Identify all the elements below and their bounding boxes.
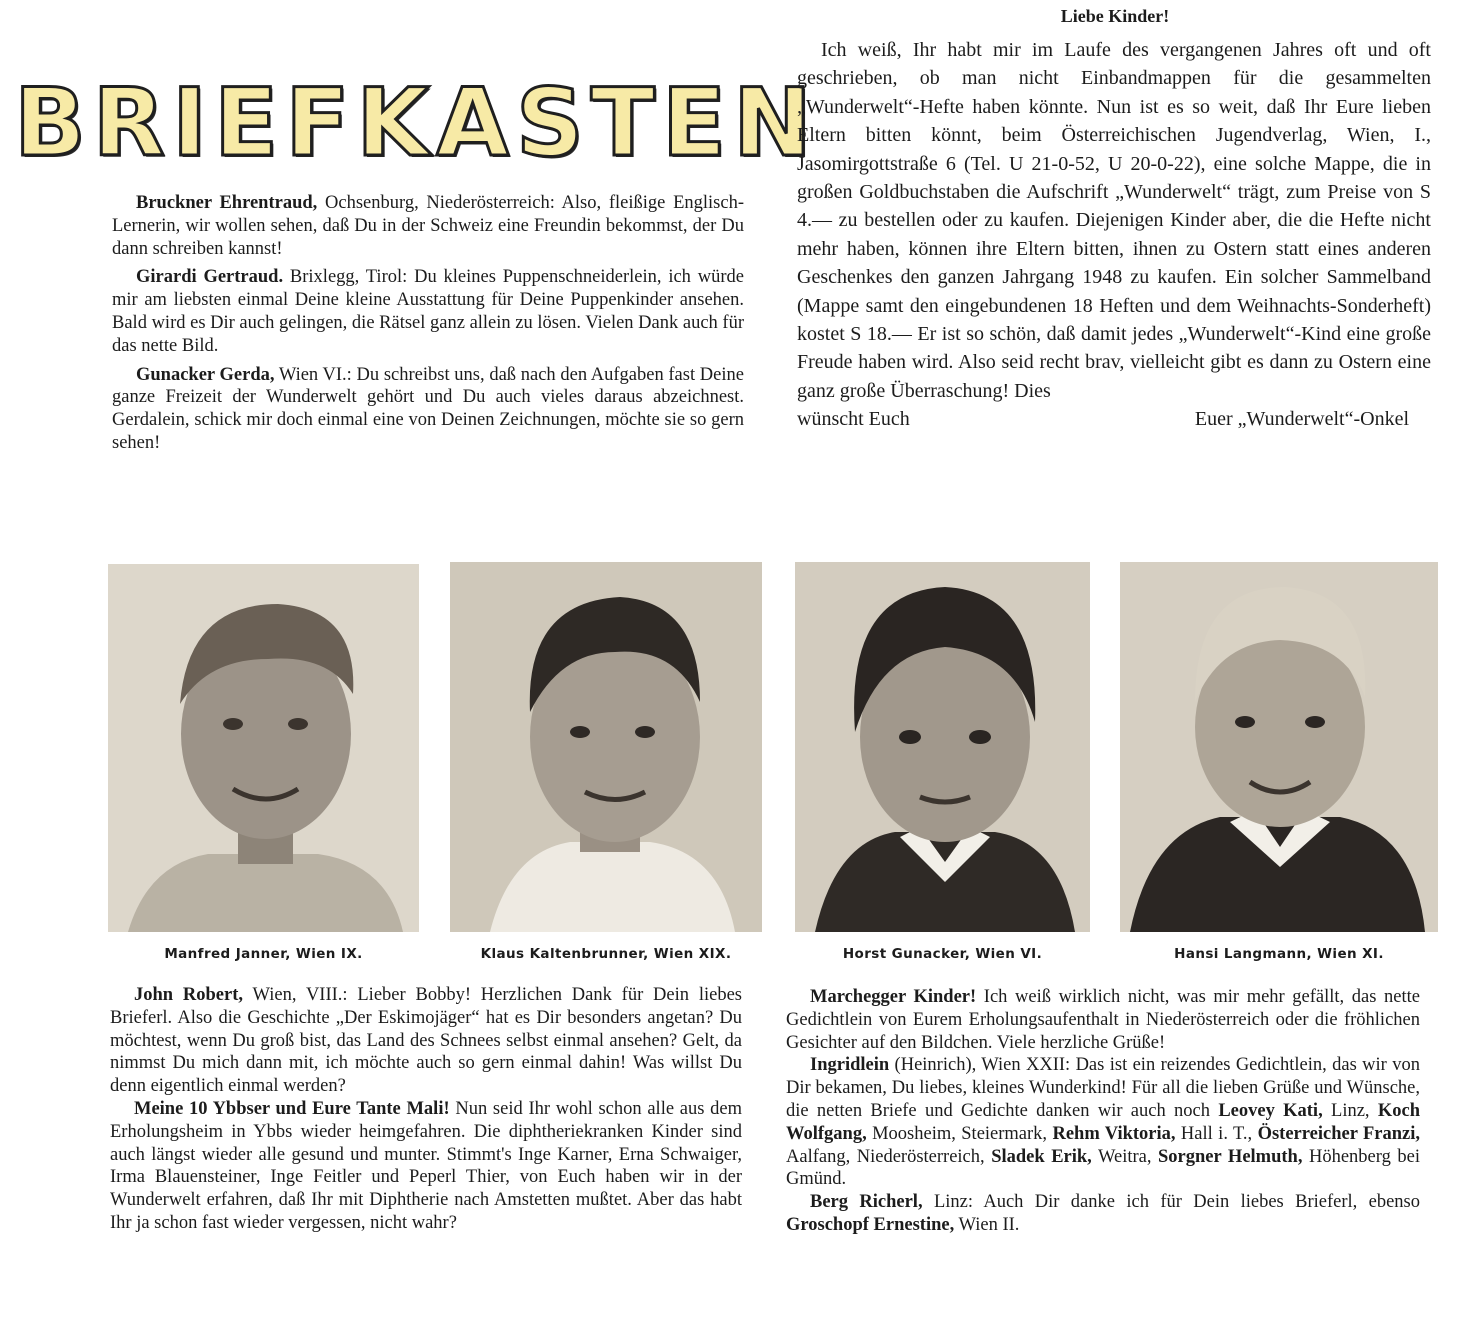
entry-name: Berg Richerl,: [810, 1192, 923, 1213]
entry-name: Bruckner Ehrentraud,: [136, 193, 318, 213]
entry-name: Sladek Erik,: [991, 1146, 1092, 1167]
entry-text: Moosheim, Steiermark,: [866, 1123, 1053, 1144]
entry-text: Brixlegg, Tirol: Du kleines Puppenschneiderlein, ich würde mir am liebsten einmal Deine kleine Ausstattung für Deine Puppenkinder ansehen. Bald wird es Dir auch gelingen, die Rätsel ganz allein zu lösen. Vielen Dank auch für das nette Bild.: [112, 267, 744, 356]
letter-entry: [786, 1191, 1420, 1237]
child-photo: [795, 562, 1090, 932]
child-photo: [450, 562, 762, 932]
letters-column-top-left: [112, 192, 744, 461]
photo-caption: Horst Gunacker, Wien VI.: [842, 946, 1043, 962]
entry-name: Sorgner Helmuth,: [1158, 1146, 1303, 1167]
entry-name: Groschopf Ernestine,: [786, 1214, 955, 1235]
entry-text: Weitra,: [1091, 1146, 1159, 1167]
letters-column-bottom-left: [110, 984, 742, 1241]
entry-name: Girardi Gertraud.: [136, 267, 284, 288]
entry-text: Höhenberg bei Gmünd.: [786, 1146, 1420, 1190]
letter-entry: [110, 1098, 742, 1235]
editor-letter: [797, 36, 1431, 434]
entry-name: Koch Wolfgang,: [786, 1100, 1420, 1144]
entry-name: John Robert,: [134, 985, 244, 1005]
entry-text: (Heinrich), Wien XXII: Das ist ein reizendes Gedichtlein, das wir von Dir bekamen, Du liebes, kleines Wunderkind! Für all die lieben Grüße und Wünsche, die netten Briefe und Gedichte danken wir auch noch: [786, 1055, 1420, 1121]
letter-entry: [112, 192, 744, 260]
entry-text: Wien, VIII.: Lieber Bobby! Herzlichen Dank für Dein liebes Brieferl. Also die Geschichte „Der Eskimojäger“ hat es Dir besonders angetan? Du möchtest, wenn Du groß bist, das Land des Schnees selbst einmal ansehen? Gelt, da nimmst Du mich dann mit, ich möchte auch so gern einmal dahin! Was willst Du denn eigentlich einmal werden?: [110, 985, 742, 1097]
photo-caption: Hansi Langmann, Wien XI.: [1174, 946, 1384, 962]
closing-left: wünscht Euch: [797, 408, 910, 431]
entry-name: Leovey Kati,: [1218, 1100, 1323, 1121]
child-portrait-image: [108, 564, 419, 932]
photo-caption: Manfred Janner, Wien IX.: [164, 946, 363, 962]
entry-text: Ochsenburg, Niederösterreich: Also, fleißige Englisch-Lernerin, wir wollen sehen, daß Du in der Schweiz eine Freundin bekommst, der Du dann schreiben kannst!: [112, 193, 744, 259]
letter-entry: [110, 984, 742, 1098]
letter-heading: Liebe Kinder!: [1060, 6, 1170, 26]
letter-signature: [797, 405, 1431, 433]
child-portrait-image: [795, 562, 1090, 932]
entry-name: Rehm Viktoria,: [1052, 1123, 1176, 1144]
entry-name: Meine 10 Ybbser und Eure Tante Mali!: [134, 1098, 450, 1119]
page-title: BRIEFKASTEN: [14, 69, 819, 178]
entry-name: Österreicher Franzi,: [1257, 1123, 1420, 1144]
entry-text: Wien II.: [954, 1214, 1020, 1235]
letter-entry: [112, 364, 744, 455]
photo-caption: Klaus Kaltenbrunner, Wien XIX.: [480, 946, 732, 962]
entry-name: Gunacker Gerda,: [136, 364, 275, 385]
letter-entry: [786, 986, 1420, 1054]
letters-column-bottom-right: [786, 986, 1420, 1243]
entry-text: Linz,: [1322, 1100, 1378, 1121]
child-photo: [108, 564, 419, 932]
entry-text: Linz: Auch Dir danke ich für Dein liebes Brieferl, ebenso: [922, 1192, 1421, 1213]
closing-right: Euer „Wunderwelt“-Onkel: [1194, 408, 1409, 431]
editor-letter-body: Ich weiß, Ihr habt mir im Laufe des vergangenen Jahres oft und oft geschrieben, ob man nicht Einbandmappen für die gesammelten „Wunderwelt“-Hefte haben könnte. Nun ist es so weit, daß Ihr Eure lieben Eltern bitten könnt, beim Österreichischen Jugendverlag, Wien, I., Jasomirgottstraße 6 (Tel. U 21-0-52, U 20-0-22), eine solche Mappe, die in großen Goldbuchstaben die Aufschrift „Wunderwelt“ trägt, zum Preise von S 4.— zu bestellen oder zu kaufen. Diejenigen Kinder aber, die die Hefte nicht mehr haben, können ihre Eltern bitten, ihnen zu Ostern statt eines anderen Geschenkes den ganzen Jahrgang 1948 zu kaufen. Ein solcher Sammelband (Mappe samt den eingebundenen 18 Heften und dem Weihnachts-Sonderheft) kostet S 18.— Er ist so schön, daß damit jedes „Wunderwelt“-Kind eine große Freude haben wird. Also seid recht brav, vielleicht gibt es dann zu Ostern eine ganz große Überraschung! Dies: [797, 39, 1431, 402]
entry-name: Ingridlein: [810, 1055, 890, 1076]
entry-text: Aalfang, Niederösterreich,: [786, 1146, 992, 1167]
entry-text: Wien VI.: Du schreibst uns, daß nach den Aufgaben fast Deine ganze Freizeit der Wunderwelt gehört und Du auch vieles daraus abzeichnest. Gerdalein, schick mir doch einmal eine von Deinen Zeichnungen, möchte sie so gern sehen!: [112, 364, 744, 453]
entry-text: Ich weiß wirklich nicht, was mir mehr gefällt, das nette Gedichtlein von Eurem Erholungsaufenthalt in Niederösterreich oder die fröhlichen Gesichter auf den Bildchen. Viele herzliche Grüße!: [786, 987, 1420, 1053]
child-portrait-image: [450, 562, 762, 932]
entry-text: Hall i. T.,: [1175, 1123, 1258, 1144]
child-photo: [1120, 562, 1438, 932]
entry-name: Marchegger Kinder!: [810, 987, 977, 1007]
letter-entry: [786, 1054, 1420, 1191]
letter-entry: [112, 266, 744, 357]
entry-text: Nun seid Ihr wohl schon alle aus dem Erholungsheim in Ybbs wieder heimgefahren. Die diphtheriekranken Kinder sind auch längst wieder alle gesund und munter. Stimmt's Inge Karner, Erna Schwaiger, Irma Blauensteiner, Inge Feitler und Peperl Thier, von Euch haben wir in der Wunderwelt erfahren, daß Ihr mit Diphtherie nach Amstetten mußtet. Aber das habt Ihr ja schon fast wieder vergessen, nicht wahr?: [110, 1098, 742, 1233]
child-portrait-image: [1120, 562, 1438, 932]
